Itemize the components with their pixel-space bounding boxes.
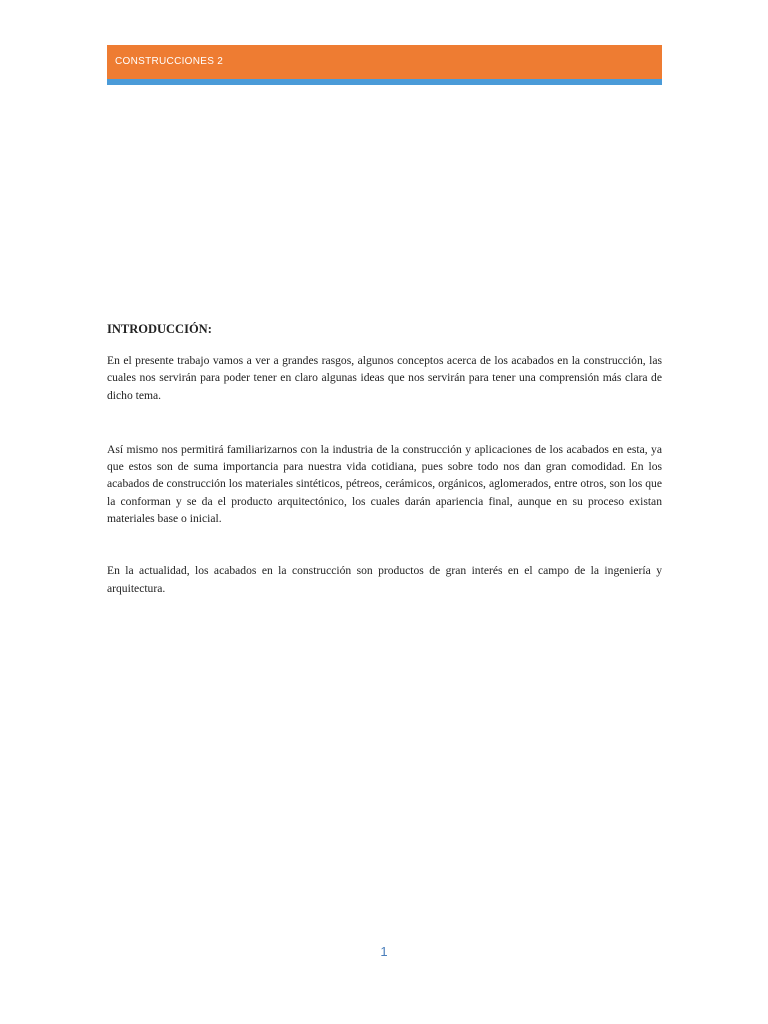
paragraph-1: En el presente trabajo vamos a ver a grandes rasgos, algunos conceptos acerca de los acabados en la construcción, las cuales nos servirán para poder tener en claro algunas ideas que nos servirán para tener una comprensión más clara de dicho tema.	[107, 354, 662, 402]
header-band	[107, 45, 662, 79]
paragraph-2: Así mismo nos permitirá familiarizarnos con la industria de la construcción y aplicaciones de los acabados en esta, ya que estos son de suma importancia para nuestra vida cotidiana, pues sobre todo nos dan gran comodidad. En los acabados de construcción los materiales sintéticos, pétreos, cerámicos, orgánicos, aglomerados, entre otros, son los que la conforman y se da el producto arquitectónico, los cuales darán apariencia final, aunque en su proceso existan materiales base o inicial.	[107, 442, 662, 526]
header-rule	[107, 79, 662, 85]
header-title: CONSTRUCCIONES 2	[115, 56, 224, 67]
page-number: 1	[380, 944, 388, 959]
document-body	[107, 320, 662, 597]
section-heading: INTRODUCCIÓN:	[107, 322, 212, 336]
paragraph-3: En la actualidad, los acabados en la construcción son productos de gran interés en el campo de la ingeniería y arquitectura.	[107, 564, 662, 595]
